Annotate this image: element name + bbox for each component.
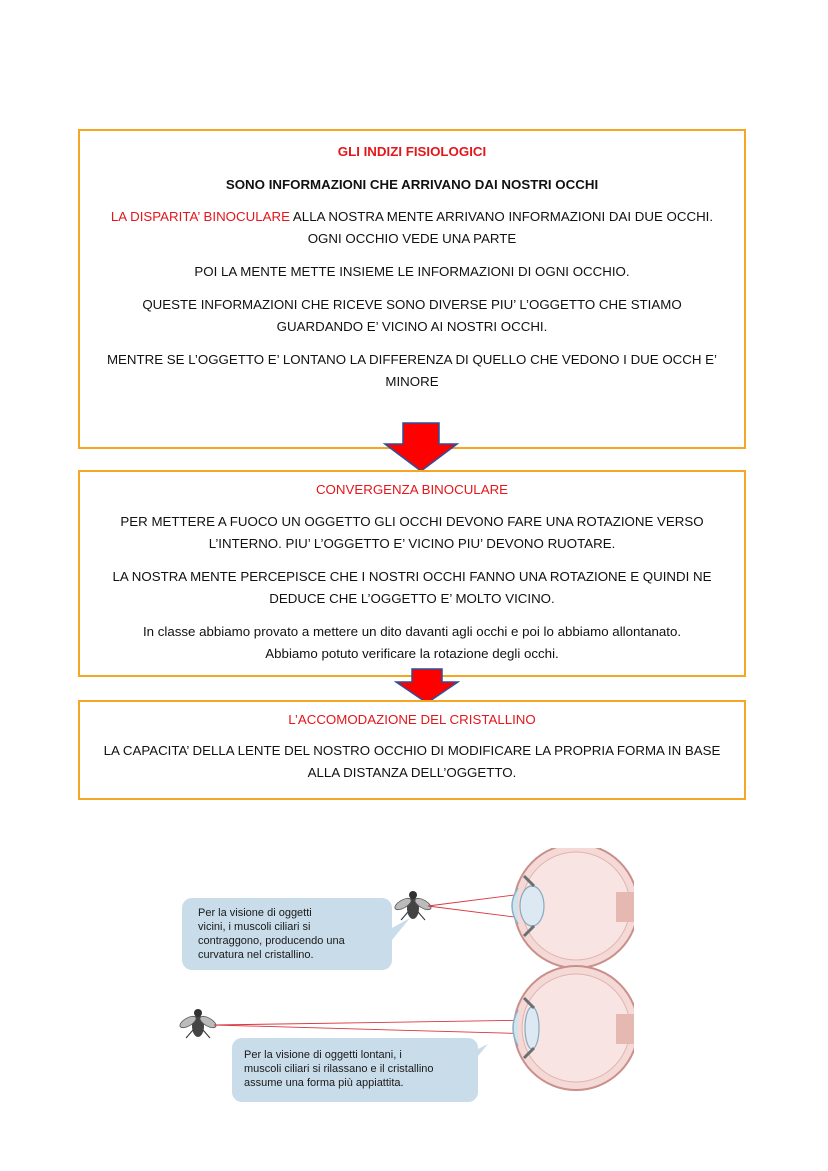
paragraph-text: MENTRE SE L’OGGETTO E’ LONTANO LA DIFFERENZA DI QUELLO CHE VEDONO I DUE OCCH E’ — [106, 352, 718, 367]
paragraph-text: LA CAPACITA’ DELLA LENTE DEL NOSTRO OCCHIO DI MODIFICARE LA PROPRIA FORMA IN BASE — [103, 743, 721, 758]
paragraph-text: GUARDANDO E’ VICINO AI NOSTRI OCCHI. — [276, 319, 548, 334]
paragraph-informazioni — [80, 294, 744, 338]
paragraph-text: QUESTE INFORMAZIONI CHE RICEVE SONO DIVERSE PIU’ L’OGGETTO CHE STIAMO — [142, 297, 682, 312]
eye-accommodation-figure — [170, 848, 634, 1110]
paragraph-mente: POI LA MENTE METTE INSIEME LE INFORMAZIONI DI OGNI OCCHIO. — [194, 264, 630, 279]
section-indizi-fisiologici — [78, 129, 746, 449]
caption-line: assume una forma più appiattita. — [244, 1077, 404, 1089]
paragraph-fuoco — [80, 511, 744, 555]
section-title: CONVERGENZA BINOCULARE — [315, 482, 509, 497]
fly-far-icon — [178, 1009, 218, 1038]
paragraph-text: OGNI OCCHIO VEDE UNA PARTE — [307, 231, 517, 246]
caption-line: muscoli ciliari si rilassano e il cristallino — [244, 1063, 434, 1075]
paragraph-text: In classe abbiamo provato a mettere un dito davanti agli occhi e poi lo abbiamo allontanato. — [142, 624, 682, 639]
paragraph-text: L’INTERNO. PIU’ L’OGGETTO E’ VICINO PIU’ DEVONO RUOTARE. — [208, 536, 616, 551]
eye-far-icon — [513, 966, 634, 1090]
caption-line: contraggono, producendo una — [198, 935, 345, 947]
paragraph-text: MINORE — [385, 374, 439, 389]
caption-line: Per la visione di oggetti lontani, i — [244, 1049, 402, 1061]
caption-near — [198, 906, 345, 962]
down-arrow-icon — [394, 668, 460, 704]
paragraph-capacita — [80, 740, 744, 784]
paragraph-text: ALLA NOSTRA MENTE ARRIVANO INFORMAZIONI DAI DUE OCCHI. — [289, 209, 714, 224]
paragraph-text: LA NOSTRA MENTE PERCEPISCE CHE I NOSTRI OCCHI FANNO UNA ROTAZIONE E QUINDI NE — [112, 569, 712, 584]
paragraph-text: DEDUCE CHE L’OGGETTO E’ MOLTO VICINO. — [269, 591, 555, 606]
paragraph-classe — [80, 621, 744, 665]
caption-line: curvatura nel cristallino. — [198, 949, 314, 961]
down-arrow-icon — [383, 422, 459, 472]
section-subtitle: SONO INFORMAZIONI CHE ARRIVANO DAI NOSTRI OCCHI — [225, 177, 599, 192]
paragraph-lontano — [80, 349, 744, 393]
caption-line: vicini, i muscoli ciliari si — [198, 921, 311, 933]
section-title: GLI INDIZI FISIOLOGICI — [337, 144, 487, 159]
eye-near-icon — [512, 848, 634, 968]
caption-far — [244, 1048, 434, 1090]
highlight-term: LA DISPARITA’ BINOCULARE — [110, 209, 290, 224]
section-convergenza — [78, 470, 746, 677]
paragraph-text: PER METTERE A FUOCO UN OGGETTO GLI OCCHI DEVONO FARE UNA ROTAZIONE VERSO — [120, 514, 704, 529]
paragraph-disparita — [80, 206, 744, 250]
fly-near-icon — [393, 891, 433, 920]
section-title: L’ACCOMODAZIONE DEL CRISTALLINO — [288, 712, 536, 727]
paragraph-text: Abbiamo potuto verificare la rotazione degli occhi. — [265, 646, 559, 661]
section-accomodazione — [78, 700, 746, 800]
paragraph-text: ALLA DISTANZA DELL’OGGETTO. — [307, 765, 517, 780]
paragraph-percepisce — [80, 566, 744, 610]
caption-line: Per la visione di oggetti — [198, 907, 312, 919]
